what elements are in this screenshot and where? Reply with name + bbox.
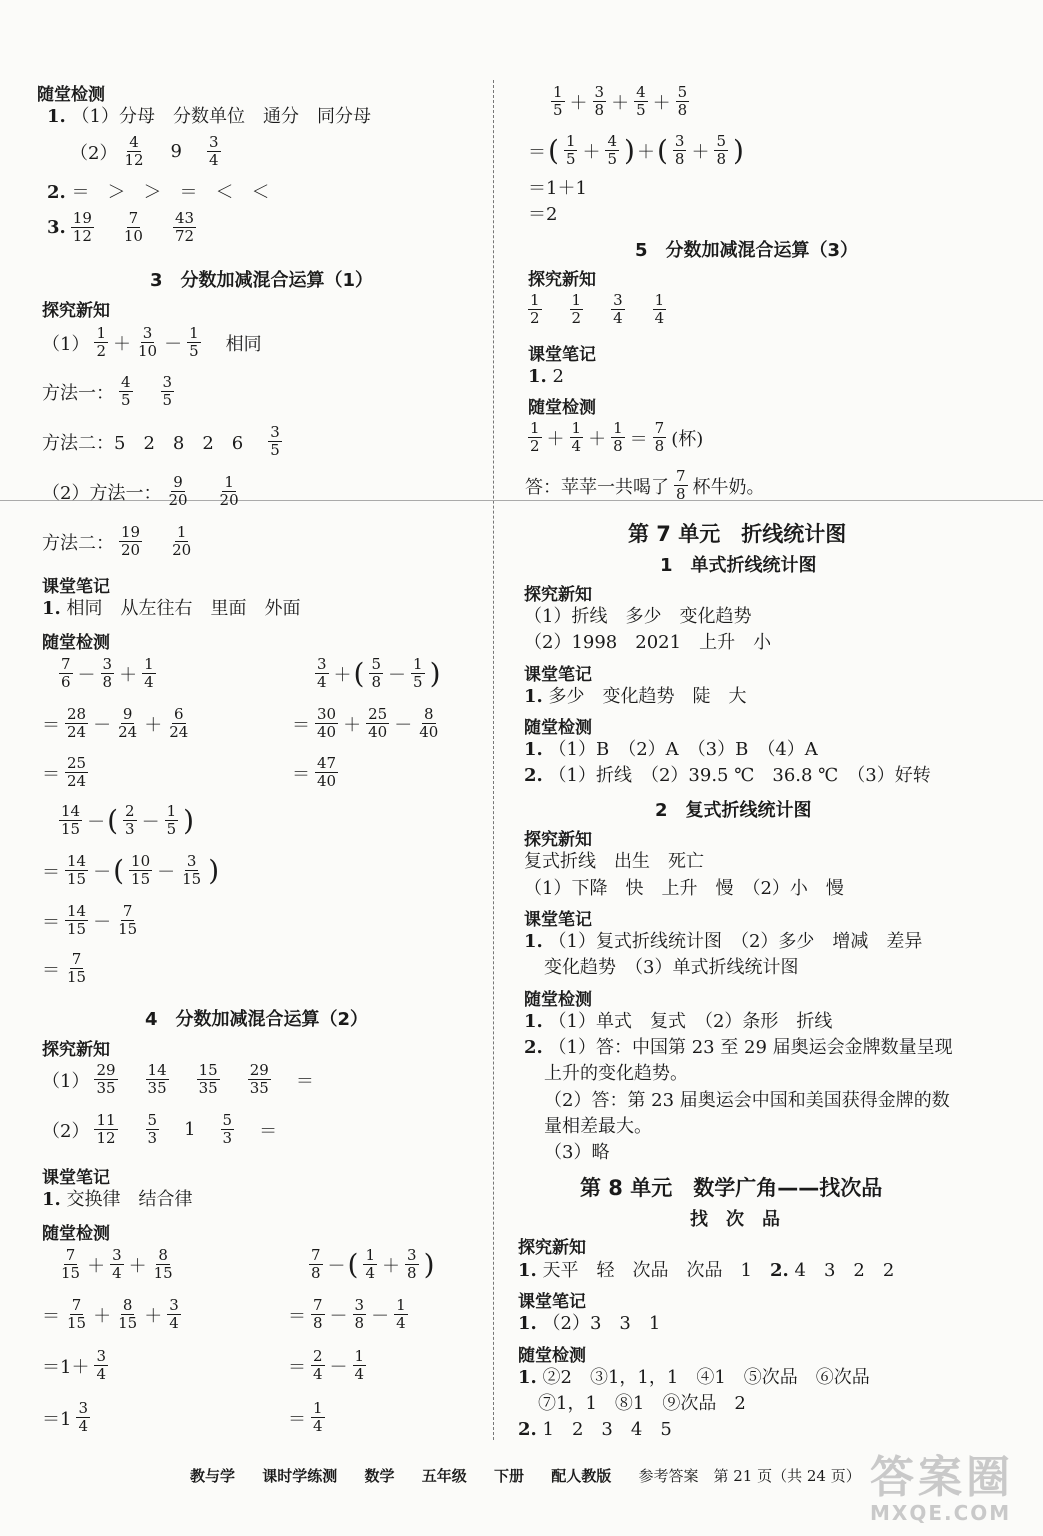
heading-check: 随堂检测 (42, 633, 110, 653)
calc-line: ＝1＋1 (528, 178, 587, 199)
answer-line: 方法二： 19 20 1 20 (42, 523, 192, 559)
answer-line: （1） 29 35 14 35 15 35 29 35 ＝ (42, 1061, 314, 1097)
answer-line: 1. 交换律 结合律 (42, 1189, 193, 1210)
answer-line: 1. 多少 变化趋势 陡 大 (524, 686, 747, 707)
calc-line: ＝ 14 15 － 7 15 (42, 902, 138, 938)
heading-check: 随堂检测 (42, 1224, 110, 1244)
section-title: 1 单式折线统计图 (660, 555, 817, 576)
answer-line: 方法二：5 2 8 2 6 3 5 (42, 423, 280, 459)
heading-check: 随堂检测 (524, 990, 592, 1010)
answer-line: 2. 1 2 3 4 5 (518, 1419, 672, 1440)
answer-line: 方法一： 4 5 3 5 (42, 373, 173, 409)
calc-line: ＝2 (528, 204, 558, 225)
page-footer (190, 1465, 883, 1486)
calc-line: ＝ 7 8 － 3 8 － 1 4 (288, 1296, 406, 1332)
answer-line: 1. 2 (528, 366, 564, 387)
footer-item: 配人教版 (551, 1467, 612, 1485)
heading-notes: 课堂笔记 (42, 577, 110, 597)
heading-explore: 探究新知 (42, 301, 110, 321)
answer-line: 2. ＝ ＞ ＞ ＝ ＜ ＜ (47, 182, 270, 203)
answer-line: 复式折线 出生 死亡 (524, 851, 704, 872)
watermark-url: MXQE.COM (870, 1501, 1012, 1525)
footer-item: 五年级 (421, 1467, 467, 1485)
heading-notes: 课堂笔记 (518, 1292, 586, 1312)
calc-line: 3 4 ＋ ( 5 8 － 1 5 ) (317, 655, 441, 691)
calc-line: ＝1 3 4 (42, 1399, 88, 1435)
column-divider (493, 80, 494, 1440)
calc-line: 7 8 － ( 1 4 ＋ 3 8 ) (311, 1246, 435, 1282)
calc-line: 1 2 ＋ 1 4 ＋ 1 8 ＝ 7 8 (杯) (530, 419, 704, 455)
answer-line: 答：苹苹一共喝了 7 8 杯牛奶。 (525, 467, 765, 503)
heading-explore: 探究新知 (524, 830, 592, 850)
answer-line: （2）答：第 23 届奥运会中国和美国获得金牌的数 (544, 1090, 950, 1111)
heading-notes: 课堂笔记 (528, 345, 596, 365)
calc-line: ＝ 28 24 － 9 24 ＋ 6 24 (42, 705, 189, 741)
answer-line: 1 2 1 2 3 4 1 4 (530, 291, 665, 327)
heading-check: 随堂检测 (528, 398, 596, 418)
answer-line: ⑦1，1 ⑧1 ⑨次品 2 (538, 1393, 746, 1414)
answer-line: 上升的变化趋势。 (544, 1063, 688, 1084)
answer-line: 1. （1）复式折线统计图 （2）多少 增减 差异 (524, 931, 923, 952)
calc-line: 14 15 － ( 2 3 － 1 5 ) (61, 802, 195, 838)
footer-item: 下册 (494, 1467, 525, 1485)
heading-check: 随堂检测 (524, 718, 592, 738)
calc-line: ＝ ( 1 5 ＋ 4 5 ) ＋ ( 3 8 ＋ 5 8 ) (528, 132, 744, 168)
answer-line: （1）下降 快 上升 慢 （2）小 慢 (524, 878, 844, 899)
answer-line: （2）方法一： 9 20 1 20 (42, 473, 239, 509)
unit-title: 第 8 单元 数学广角——找次品 (580, 1176, 883, 1200)
calc-line: ＝ 25 24 (42, 754, 87, 790)
calc-line: ＝ 7 15 ＋ 8 15 ＋ 3 4 (42, 1296, 179, 1332)
answer-line: 1. 相同 从左往右 里面 外面 (42, 598, 301, 619)
answer-line: 2. （1）折线 （2）39.5 ℃ 36.8 ℃ （3）好转 (524, 765, 931, 786)
heading-notes: 课堂笔记 (42, 1168, 110, 1188)
answer-line: （2） 4 12 9 3 4 (70, 133, 219, 169)
answer-line: 1. （1）单式 复式 （2）条形 折线 (524, 1011, 833, 1032)
section-title: 4 分数加减混合运算（2） (145, 1009, 369, 1030)
answer-line: （3）略 (544, 1142, 610, 1163)
heading-notes: 课堂笔记 (524, 665, 592, 685)
heading-check: 随堂检测 (37, 85, 105, 105)
answer-line: 1. （1）分母 分数单位 通分 同分母 (47, 106, 371, 127)
watermark-text: 答案圈 (870, 1452, 1014, 1503)
calc-line: 7 6 － 3 8 ＋ 1 4 (61, 655, 154, 691)
calc-line: ＝ 47 40 (292, 754, 337, 790)
calc-line: 1 5 ＋ 3 8 ＋ 4 5 ＋ 5 8 (553, 83, 688, 119)
heading-explore: 探究新知 (528, 270, 596, 290)
heading-explore: 探究新知 (518, 1238, 586, 1258)
answer-line: 3. 19 12 7 10 43 72 (47, 209, 195, 245)
calc-line: ＝ 14 15 － ( 10 15 － 3 15 ) (42, 852, 220, 888)
unit-title: 第 7 单元 折线统计图 (628, 522, 847, 546)
section-title: 找 次 品 (690, 1209, 780, 1230)
calc-line: 7 15 ＋ 3 4 ＋ 8 15 (61, 1246, 173, 1282)
footer-item: 数学 (364, 1467, 395, 1485)
footer-item: 教与学 (190, 1467, 236, 1485)
heading-explore: 探究新知 (42, 1040, 110, 1060)
calc-line: ＝ 7 15 (42, 950, 87, 986)
page-number: 参考答案 第 21 页（共 24 页） (638, 1467, 861, 1485)
heading-check: 随堂检测 (518, 1346, 586, 1366)
watermark-logo (870, 1452, 1035, 1525)
answer-line: 1. ②2 ③1，1，1 ④1 ⑤次品 ⑥次品 (518, 1367, 870, 1388)
calc-line: ＝1＋ 3 4 (42, 1347, 106, 1383)
calc-line: ＝ 30 40 ＋ 25 40 － 8 40 (292, 705, 439, 741)
answer-line: 变化趋势 （3）单式折线统计图 (544, 957, 799, 978)
section-title: 3 分数加减混合运算（1） (150, 270, 374, 291)
answer-line: （1）折线 多少 变化趋势 (524, 606, 752, 627)
heading-explore: 探究新知 (524, 585, 592, 605)
answer-line: （2） 11 12 5 3 1 5 3 ＝ (42, 1111, 278, 1147)
answer-line: 量相差最大。 (544, 1116, 652, 1137)
answer-line: 1. （1）B （2）A （3）B （4）A (524, 739, 818, 760)
footer-item: 课时学练测 (262, 1467, 338, 1485)
answer-line: （2）1998 2021 上升 小 (524, 632, 772, 653)
answer-line: 1. 天平 轻 次品 次品 1 2. 4 3 2 2 (518, 1260, 895, 1281)
answer-line: （1） 1 2 ＋ 3 10 － 1 5 相同 (42, 324, 262, 360)
calc-line: ＝ 1 4 (288, 1399, 323, 1435)
calc-line: ＝ 2 4 － 1 4 (288, 1347, 365, 1383)
section-title: 2 复式折线统计图 (655, 800, 812, 821)
section-title: 5 分数加减混合运算（3） (635, 240, 859, 261)
heading-notes: 课堂笔记 (524, 910, 592, 930)
answer-line: 2. （1）答：中国第 23 至 29 届奥运会金牌数量呈现 (524, 1037, 953, 1058)
answer-line: 1. （2）3 3 1 (518, 1313, 661, 1334)
